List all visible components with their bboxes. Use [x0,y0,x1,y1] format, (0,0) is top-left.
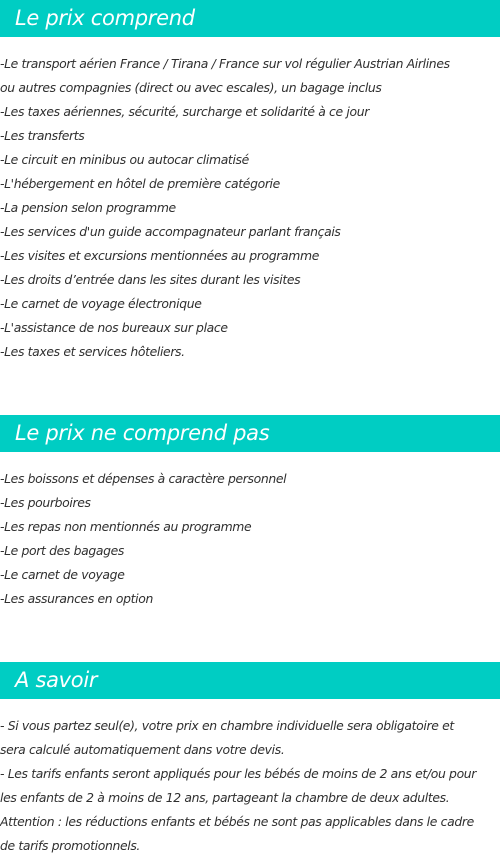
list-item: -Les visites et excursions mentionnées au programme [0,248,319,263]
info-line: sera calculé automatiquement dans votre devis. [0,742,285,757]
info-line: Attention : les réductions enfants et bébés ne sont pas applicables dans le cadre [0,814,474,829]
section-body-price-includes [0,52,500,364]
list-item: -Les boissons et dépenses à caractère personnel [0,471,287,486]
list-item: -L'hébergement en hôtel de première catégorie [0,176,280,191]
list-item: -Le circuit en minibus ou autocar climatisé [0,152,249,167]
list-item: -Les droits d’entrée dans les sites durant les visites [0,272,301,287]
info-line: de tarifs promotionnels. [0,838,141,853]
info-line: - Si vous partez seul(e), votre prix en chambre individuelle sera obligatoire et [0,718,454,733]
section-header-price-excludes [0,415,500,452]
section-title: Le prix comprend [15,6,195,30]
info-line: les enfants de 2 à moins de 12 ans, partageant la chambre de deux adultes. [0,790,450,805]
list-item: -L'assistance de nos bureaux sur place [0,320,228,335]
section-body-good-to-know [0,714,500,858]
list-item: ou autres compagnies (direct ou avec escales), un bagage inclus [0,80,382,95]
section-title: Le prix ne comprend pas [15,421,270,445]
info-line: - Les tarifs enfants seront appliqués pour les bébés de moins de 2 ans et/ou pour [0,766,477,781]
list-item: -Les assurances en option [0,591,153,606]
section-header-good-to-know [0,662,500,699]
list-item: -Les taxes aériennes, sécurité, surcharge et solidarité à ce jour [0,104,369,119]
section-title: A savoir [15,668,98,692]
list-item: -Le carnet de voyage [0,567,125,582]
list-item: -Le transport aérien France / Tirana / France sur vol régulier Austrian Airlines [0,56,450,71]
section-body-price-excludes [0,467,500,611]
list-item: -Le carnet de voyage électronique [0,296,202,311]
list-item: -Les transferts [0,128,85,143]
list-item: -Les services d'un guide accompagnateur parlant français [0,224,341,239]
section-header-price-includes [0,0,500,37]
list-item: -Les pourboires [0,495,91,510]
list-item: -Le port des bagages [0,543,125,558]
list-item: -Les taxes et services hôteliers. [0,344,185,359]
list-item: -La pension selon programme [0,200,176,215]
list-item: -Les repas non mentionnés au programme [0,519,252,534]
